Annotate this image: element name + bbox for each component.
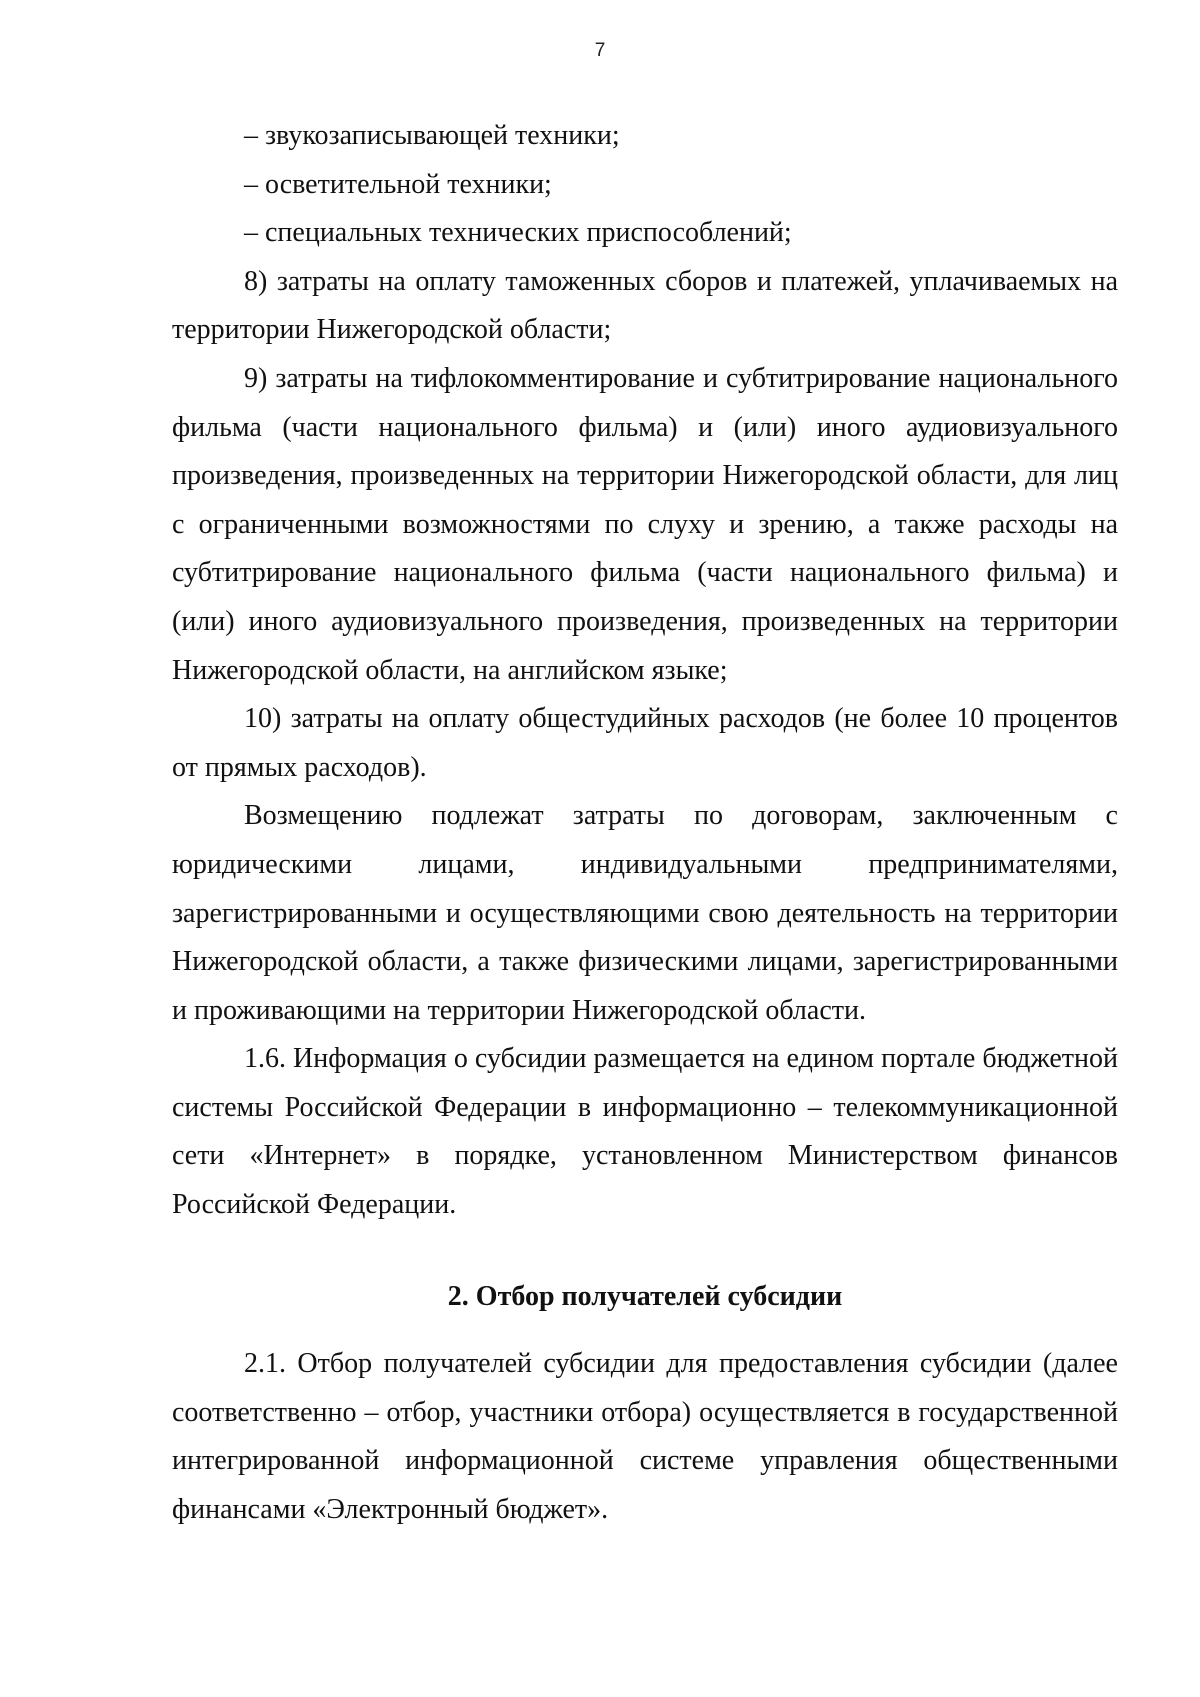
list-item: – осветительной техники; xyxy=(244,168,552,200)
paragraph-2-1: 2.1. Отбор получателей субсидии для предоставления субсидии (далее соответственно – отбор, участники отбора) осуществляется в государственной интегрированной информационной системе управления общественными финансами «Электронный бюджет». xyxy=(172,1348,1118,1526)
paragraph-item-9: 9) затраты на тифлокомментирование и субтитрирование национального фильма (части национального фильма) и (или) иного аудиовизуального произведения, произведенных на территории Нижегородской области, для лиц с ограниченными возможностями по слуху и зрению, а также расходы на субтитрирование национального фильма (части национального фильма) и (или) иного аудиовизуального произведения, произведенных на территории Нижегородской области, на английском языке; xyxy=(172,362,1118,686)
section-heading: 2. Отбор получателей субсидии xyxy=(447,1280,843,1312)
page-number: 7 xyxy=(594,40,606,61)
paragraph-reimbursement: Возмещению подлежат затраты по договорам, заключенным с юридическими лицами, индивидуальными предпринимателями, зарегистрированными и осуществляющими свою деятельность на территории Нижегородской области, а также физическими лицами, зарегистрированными и проживающими на территории Нижегородской области. xyxy=(172,800,1118,1026)
paragraph-1-6: 1.6. Информация о субсидии размещается на едином портале бюджетной системы Российской Федерации в информационно – телекоммуникационной сети «Интернет» в порядке, установленном Министерством финансов Российской Федерации. xyxy=(172,1043,1118,1221)
document-body xyxy=(172,112,1118,1535)
paragraph-item-8: 8) затраты на оплату таможенных сборов и платежей, уплачиваемых на территории Нижегородской области; xyxy=(172,265,1118,346)
list-item: – специальных технических приспособлений; xyxy=(244,217,792,249)
paragraph-item-10: 10) затраты на оплату общестудийных расходов (не более 10 процентов от прямых расходов). xyxy=(172,703,1118,783)
list-item: – звукозаписывающей техники; xyxy=(244,120,620,151)
